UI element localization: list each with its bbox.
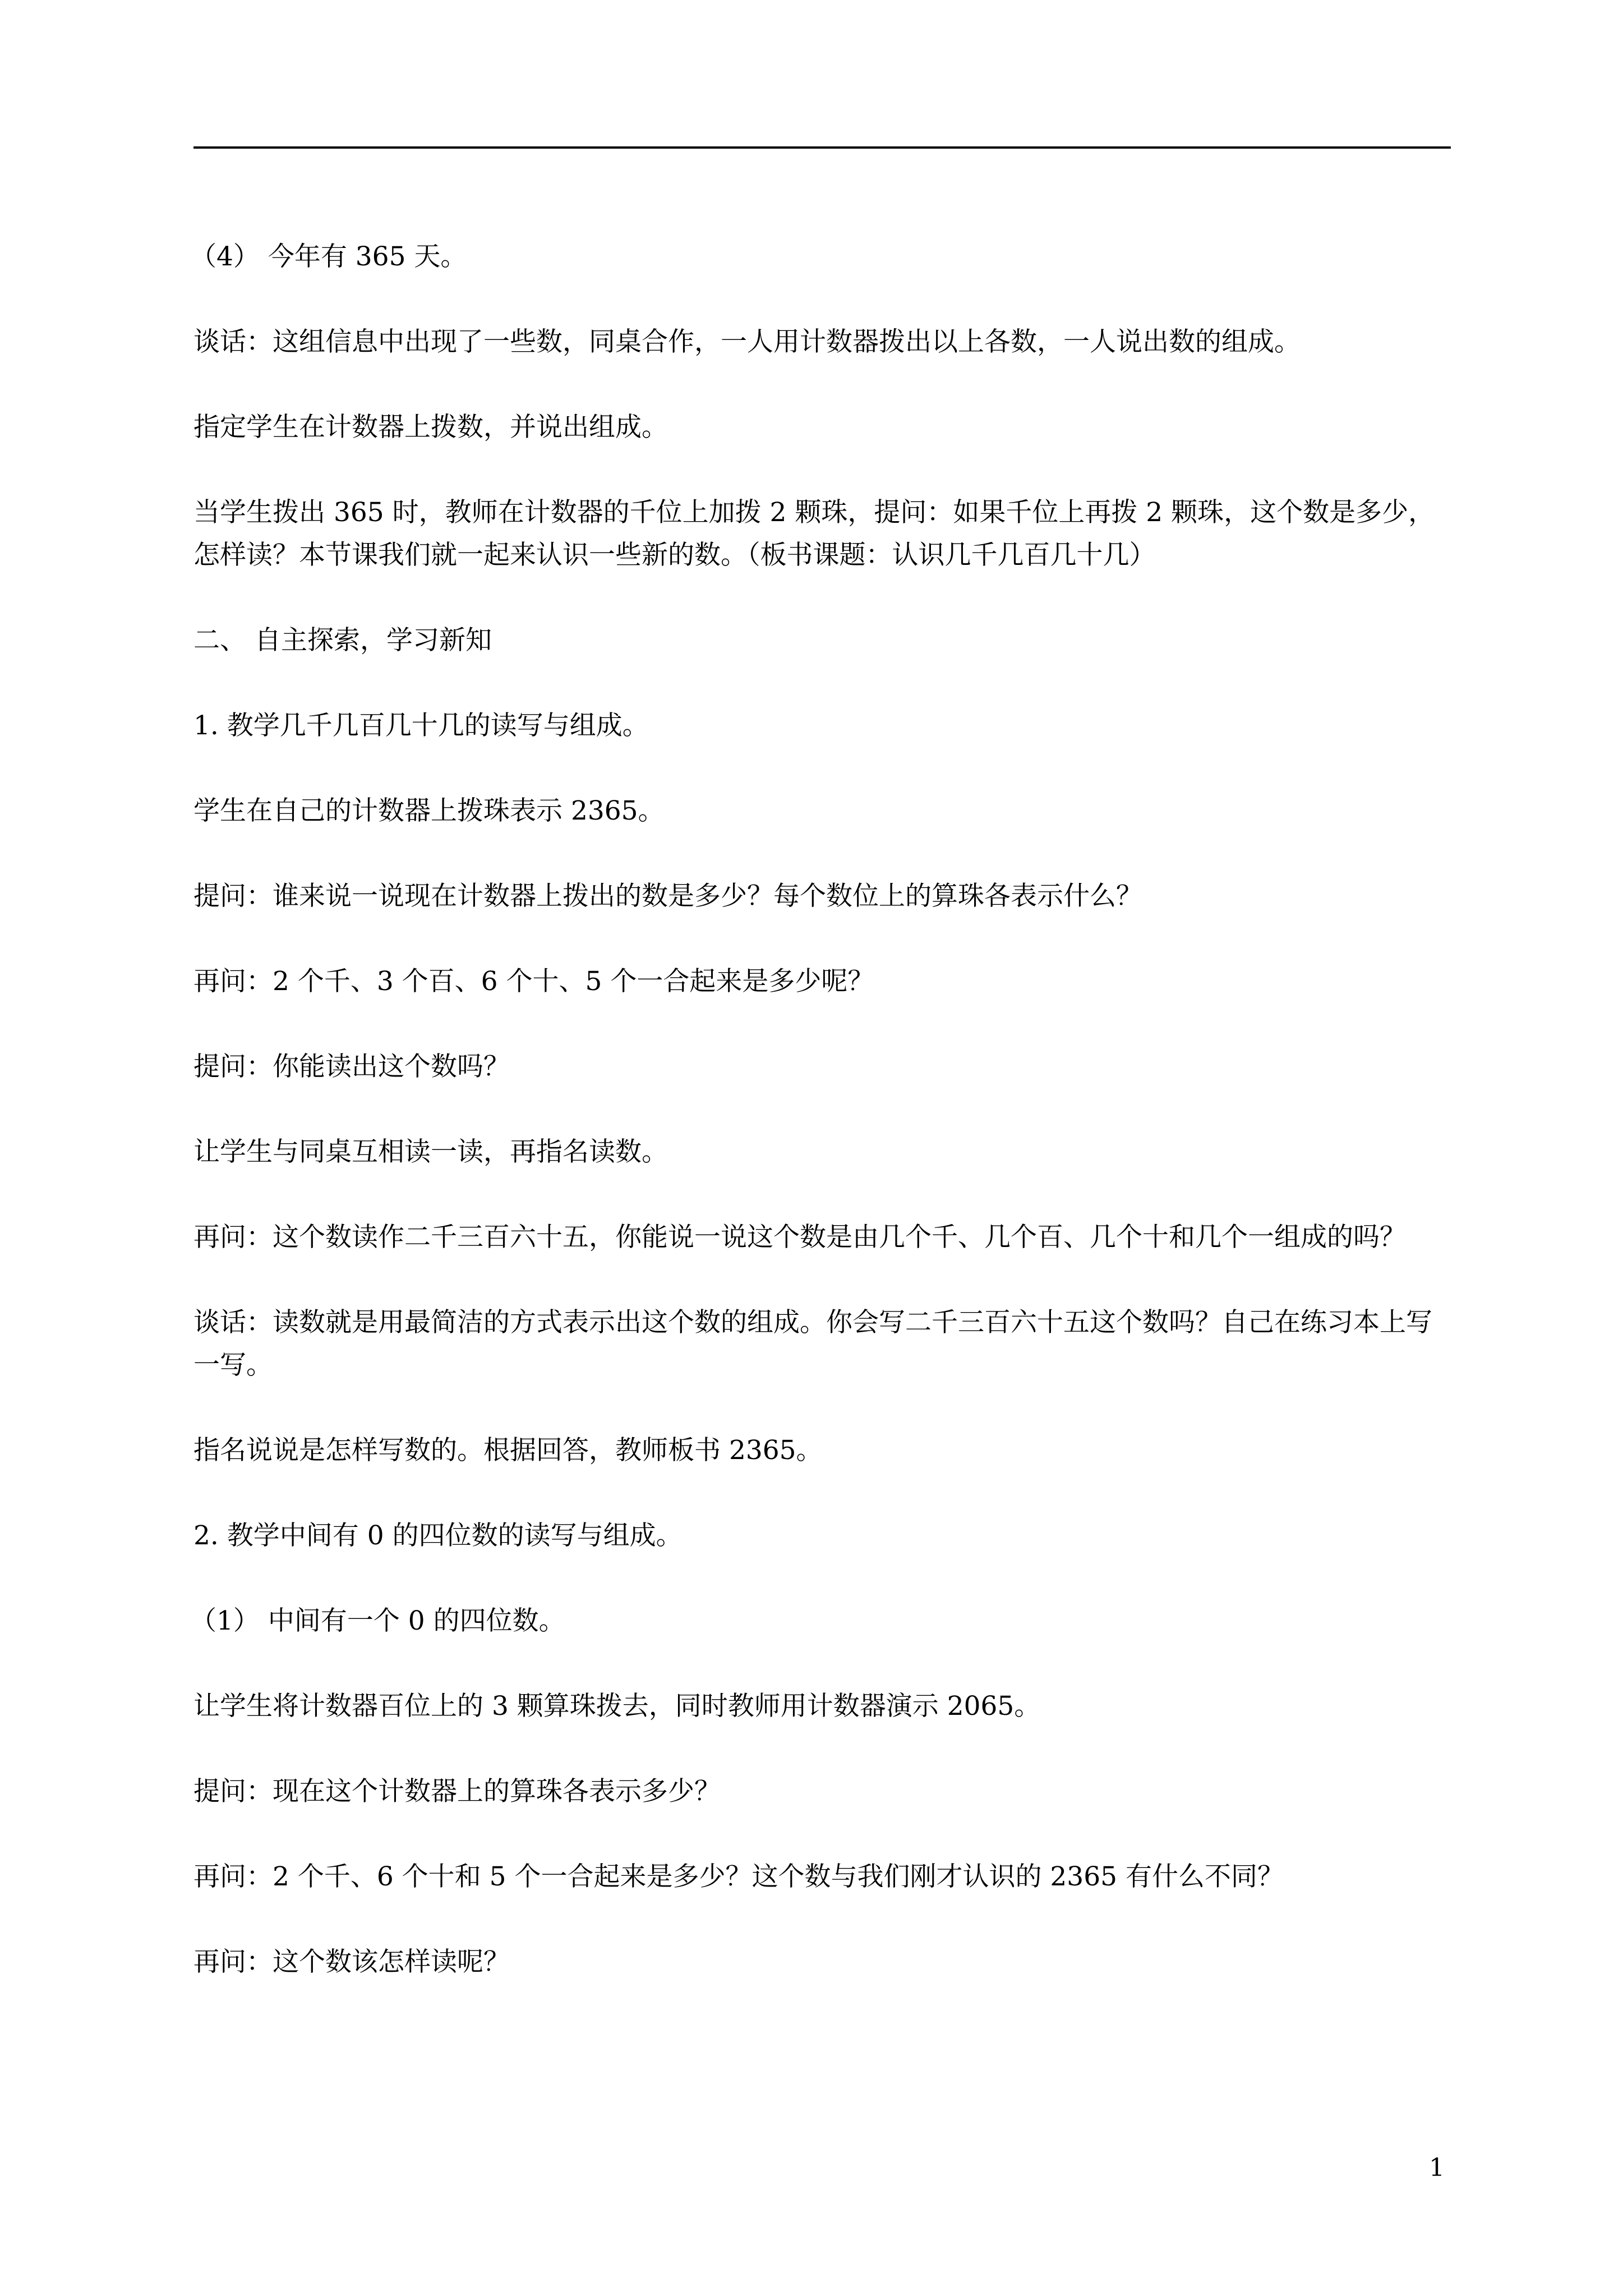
- paragraph: 指名说说是怎样写数的。根据回答，教师板书 2365。: [193, 1435, 823, 1466]
- page-number: 1: [1429, 2154, 1445, 2182]
- section-heading: 二、 自主探索，学习新知: [193, 625, 492, 656]
- paragraph: 让学生与同桌互相读一读，再指名读数。: [193, 1137, 668, 1167]
- subsection-heading: 2. 教学中间有 0 的四位数的读写与组成。: [193, 1520, 683, 1551]
- paragraph: 再问：这个数读作二千三百六十五，你能说一说这个数是由几个千、几个百、几个十和几个一组成的吗？: [193, 1222, 1406, 1253]
- paragraph: 让学生将计数器百位上的 3 颗算珠拨去，同时教师用计数器演示 2065。: [193, 1691, 1041, 1722]
- paragraph: 谈话：这组信息中出现了一些数，同桌合作，一人用计数器拨出以上各数，一人说出数的组成。: [193, 326, 1301, 357]
- paragraph: 谈话：读数就是用最简洁的方式表示出这个数的组成。你会写二千三百六十五这个数吗？自己在练习本上写一写。: [193, 1307, 1432, 1381]
- paragraph: 提问：你能读出这个数吗？: [193, 1051, 510, 1082]
- document-body: [190, 236, 1451, 2026]
- paragraph: 指定学生在计数器上拨数，并说出组成。: [193, 412, 668, 443]
- paragraph: 再问：这个数该怎样读呢？: [193, 1947, 510, 1977]
- paragraph: 再问：2 个千、3 个百、6 个十、5 个一合起来是多少呢？: [193, 966, 874, 997]
- subsection-heading: 1. 教学几千几百几十几的读写与组成。: [193, 710, 649, 741]
- paragraph: 提问：谁来说一说现在计数器上拨出的数是多少？每个数位上的算珠各表示什么？: [193, 881, 1142, 912]
- header-rule: [193, 146, 1451, 149]
- paragraph: 再问：2 个千、6 个十和 5 个一合起来是多少？这个数与我们刚才认识的 2365 有什么不同？: [193, 1861, 1284, 1892]
- paragraph: 当学生拨出 365 时，教师在计数器的千位上加拨 2 颗珠，提问：如果千位上再拨 2 颗珠，这个数是多少，怎样读？本节课我们就一起来认识一些新的数。（板书课题：认识几千几百几十几）: [193, 497, 1435, 570]
- sub-heading: （1） 中间有一个 0 的四位数。: [190, 1605, 565, 1636]
- paragraph: 学生在自己的计数器上拨珠表示 2365。: [193, 795, 665, 826]
- paragraph: 提问：现在这个计数器上的算珠各表示多少？: [193, 1776, 721, 1807]
- paragraph: （4） 今年有 365 天。: [190, 241, 467, 272]
